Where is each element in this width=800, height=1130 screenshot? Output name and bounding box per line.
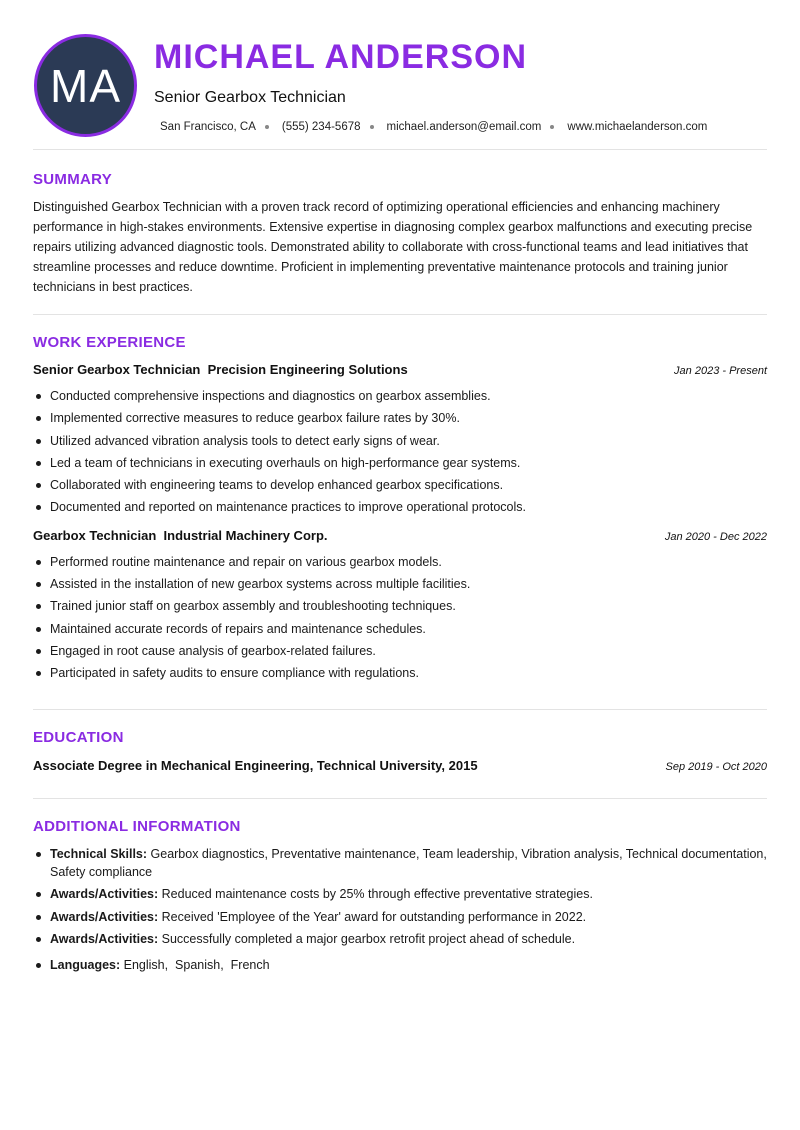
- list-item: Documented and reported on maintenance practices to improve operational protocols.: [33, 496, 767, 518]
- job-header: [33, 362, 767, 377]
- additional-heading: ADDITIONAL INFORMATION: [33, 817, 241, 835]
- education-date: Sep 2019 - Oct 2020: [665, 760, 767, 773]
- contact-email[interactable]: michael.anderson@email.com: [387, 121, 568, 133]
- item-text: Successfully completed a major gearbox retrofit project ahead of schedule.: [161, 932, 576, 947]
- item-text: Reduced maintenance costs by 25% through effective preventative strategies.: [161, 887, 593, 902]
- experience-section: [33, 315, 767, 710]
- job-date: Jan 2020 - Dec 2022: [664, 530, 767, 543]
- additional-section: [33, 799, 767, 975]
- job-entry: [33, 362, 767, 519]
- item-text: Gearbox diagnostics, Preventative maintenance, Team leadership, Vibration analysis, Technical documentation, Safety compliance: [50, 846, 767, 879]
- list-item: Maintained accurate records of repairs and maintenance schedules.: [33, 618, 767, 640]
- additional-list: [33, 845, 767, 975]
- job-date: Jan 2023 - Present: [674, 365, 767, 377]
- list-item: [33, 845, 767, 881]
- contact-website[interactable]: www.michaelanderson.com: [567, 121, 708, 133]
- experience-heading: WORK EXPERIENCE: [33, 334, 186, 351]
- job-bullets: [33, 551, 767, 685]
- item-text: Received 'Employee of the Year' award for outstanding performance in 2022.: [161, 909, 587, 924]
- list-item: Conducted comprehensive inspections and diagnostics on gearbox assemblies.: [33, 385, 767, 407]
- summary-text: Distinguished Gearbox Technician with a proven track record of optimizing operational efficiencies and enhancing machinery performance in high-stakes environments. Extensive expertise in diagnosing complex gearbox malfunctions and executing precise repairs utilizing advanced diagnostic tools. Demonstrated ability to collaborate with cross-functional teams and lead initiatives that streamline processes and reduce downtime. Proficient in implementing preventative maintenance protocols and training junior technicians in best practices.: [33, 200, 753, 294]
- list-item: [33, 930, 767, 948]
- list-item: [33, 885, 767, 903]
- list-item: Implemented corrective measures to reduce gearbox failure rates by 30%.: [33, 407, 767, 429]
- candidate-title: Senior Gearbox Technician: [154, 89, 346, 106]
- list-item: Utilized advanced vibration analysis tools to detect early signs of wear.: [33, 430, 767, 452]
- list-item: Performed routine maintenance and repair on various gearbox models.: [33, 551, 767, 573]
- separator-dot: [550, 125, 554, 129]
- contact-location: San Francisco, CA: [160, 121, 282, 133]
- job-title: Senior Gearbox Technician Precision Engineering Solutions: [33, 362, 408, 377]
- resume-header: [33, 0, 767, 150]
- separator-dot: [370, 125, 374, 129]
- contact-bar: [160, 121, 707, 133]
- list-item: Assisted in the installation of new gearbox systems across multiple facilities.: [33, 573, 767, 595]
- list-item: Trained junior staff on gearbox assembly and troubleshooting techniques.: [33, 595, 767, 617]
- summary-section: [33, 150, 767, 315]
- avatar-initials: MA: [50, 59, 121, 112]
- summary-heading: SUMMARY: [33, 171, 113, 188]
- education-section: [33, 710, 767, 799]
- contact-phone: (555) 234-5678: [282, 121, 387, 133]
- item-text: English, Spanish, French: [123, 958, 270, 973]
- list-item: Participated in safety audits to ensure compliance with regulations.: [33, 662, 767, 684]
- separator-dot: [265, 125, 269, 129]
- job-title: Gearbox Technician Industrial Machinery Corp.: [33, 527, 328, 543]
- item-label: Languages:: [50, 958, 121, 973]
- degree-title: Associate Degree in Mechanical Engineering, Technical University, 2015: [33, 757, 478, 773]
- job-header: [33, 528, 767, 543]
- item-label: Awards/Activities:: [50, 887, 159, 902]
- job-entry: [33, 528, 767, 685]
- candidate-name: MICHAEL ANDERSON: [154, 38, 528, 76]
- job-bullets: [33, 385, 767, 519]
- education-heading: EDUCATION: [33, 728, 124, 746]
- avatar: [34, 34, 137, 137]
- list-item: Collaborated with engineering teams to develop enhanced gearbox specifications.: [33, 474, 767, 496]
- list-item: Engaged in root cause analysis of gearbox-related failures.: [33, 640, 767, 662]
- item-label: Awards/Activities:: [50, 932, 159, 947]
- education-entry: [33, 758, 767, 773]
- item-label: Technical Skills:: [50, 846, 148, 861]
- list-item: Led a team of technicians in executing overhauls on high-performance gear systems.: [33, 452, 767, 474]
- list-item: [33, 908, 767, 926]
- item-label: Awards/Activities:: [50, 909, 159, 924]
- list-item: [33, 956, 767, 974]
